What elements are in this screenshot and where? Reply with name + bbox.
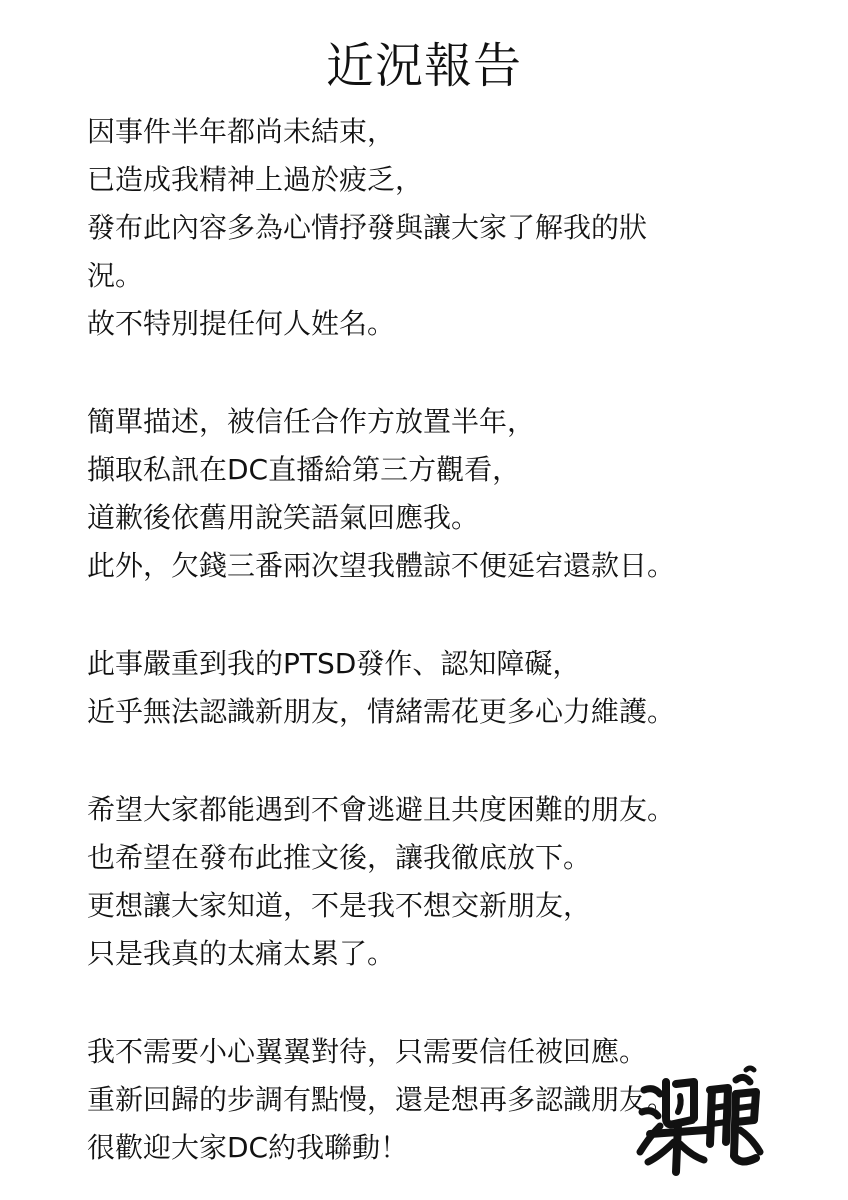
paragraph-spacer [87,590,787,640]
text-line: 我不需要小心翼翼對待，只需要信任被回應。 [87,1035,648,1068]
signature-icon [636,1060,766,1180]
text-line: 更想讓大家知道，不是我不想交新朋友， [87,889,592,922]
text-line: 也希望在發布此推文後，讓我徹底放下。 [87,841,592,874]
document-body [87,108,787,1172]
text-line: 只是我真的太痛太累了。 [87,937,396,970]
paragraph-4 [87,786,787,978]
text-line: 擷取私訊在DC直播給第三方觀看， [87,453,521,486]
text-line: 此事嚴重到我的PTSD發作、認知障礙， [87,647,581,680]
text-line: 發布此內容多為心情抒發與讓大家了解我的狀 [87,211,648,244]
paragraph-3 [87,640,787,736]
text-line: 道歉後依舊用說笑語氣回應我。 [87,501,480,534]
text-line: 希望大家都能遇到不會逃避且共度困難的朋友。 [87,793,676,826]
paragraph-spacer [87,978,787,1028]
paragraph-spacer [87,348,787,398]
paragraph-2 [87,398,787,590]
text-line: 此外，欠錢三番兩次望我體諒不便延宕還款日。 [87,549,676,582]
text-line: 已造成我精神上過於疲乏， [87,163,424,196]
text-line: 很歡迎大家DC約我聯動！ [87,1131,409,1164]
paragraph-spacer [87,736,787,786]
text-line: 近乎無法認識新朋友，情緒需花更多心力維護。 [87,695,676,728]
text-line: 簡單描述，被信任合作方放置半年， [87,405,536,438]
page-title: 近況報告 [325,38,522,94]
text-line: 因事件半年都尚未結束， [87,115,396,148]
text-line: 故不特別提任何人姓名。 [87,307,396,340]
text-line: 重新回歸的步調有點慢，還是想再多認識朋友。 [87,1083,676,1116]
text-line: 況。 [87,259,144,292]
paragraph-1 [87,108,787,348]
